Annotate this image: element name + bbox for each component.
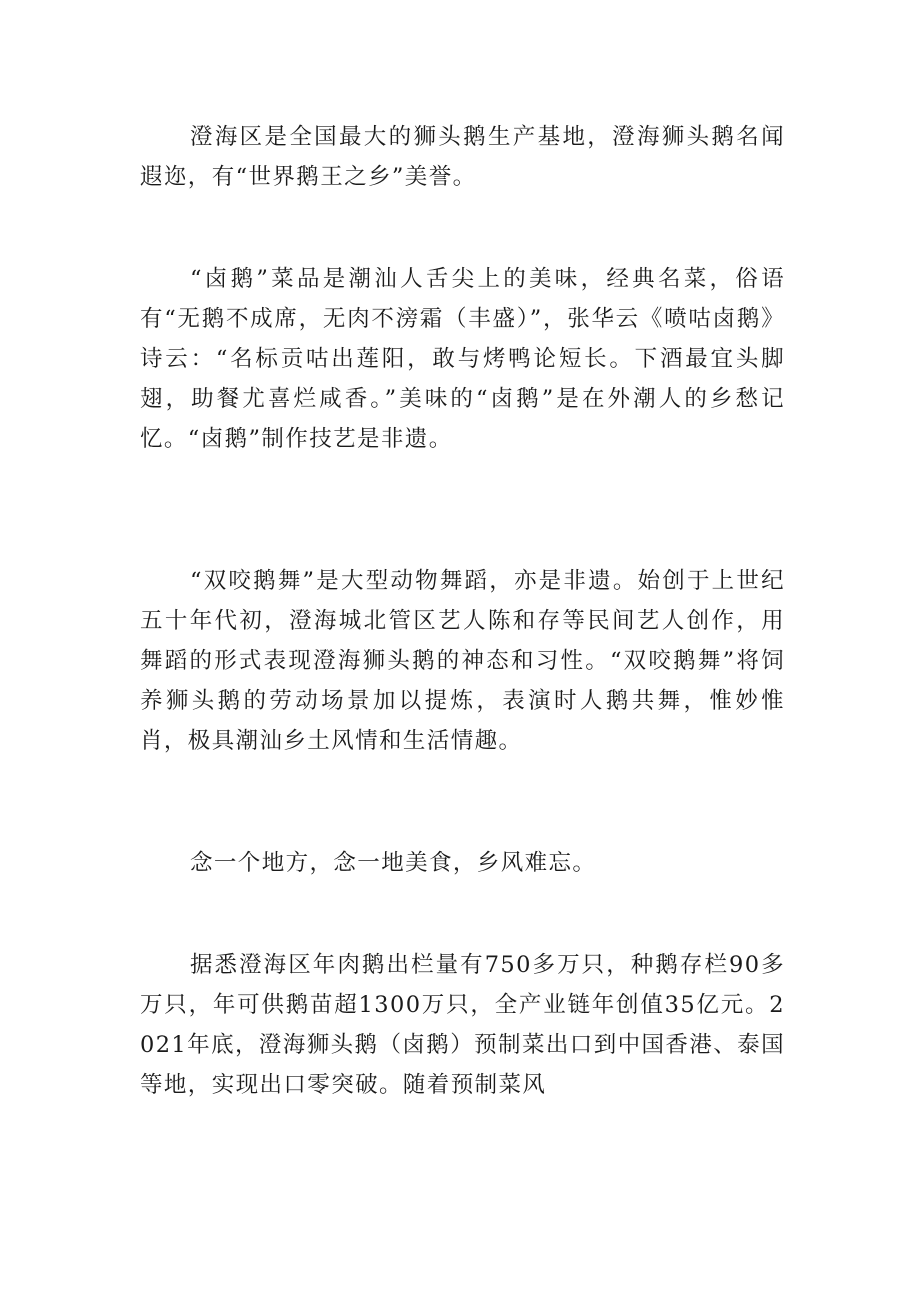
paragraph-5: 据悉澄海区年肉鹅出栏量有750多万只，种鹅存栏90多万只，年可供鹅苗超1300万只，全产业链年创值35亿元。2021年底，澄海狮头鹅（卤鹅）预制菜出口到中国香港、泰国等地，实现出口零突破。随着预制菜风 [140, 952, 785, 1098]
paragraph-1: 澄海区是全国最大的狮头鹅生产基地，澄海狮头鹅名闻遐迩，有“世界鹅王之乡”美誉。 [140, 124, 785, 190]
paragraph-4: 念一个地方，念一地美食，乡风难忘。 [190, 850, 597, 876]
paragraph-2: “卤鹅”菜品是潮汕人舌尖上的美味，经典名菜，俗语有“无鹅不成席，无肉不滂霜（丰盛）”，张华云《喷咕卤鹅》诗云：“名标贡咕出莲阳，敢与烤鸭论短长。下酒最宜头脚翅，助餐尤喜烂咸香。”美味的“卤鹅”是在外潮人的乡愁记忆。“卤鹅”制作技艺是非遗。 [140, 266, 785, 452]
paragraph-3: “双咬鹅舞”是大型动物舞蹈，亦是非遗。始创于上世纪五十年代初，澄海城北管区艺人陈和存等民间艺人创作，用舞蹈的形式表现澄海狮头鹅的神态和习性。“双咬鹅舞”将饲养狮头鹅的劳动场景加以提炼，表演时人鹅共舞，惟妙惟肖，极具潮汕乡土风情和生活情趣。 [140, 568, 785, 754]
